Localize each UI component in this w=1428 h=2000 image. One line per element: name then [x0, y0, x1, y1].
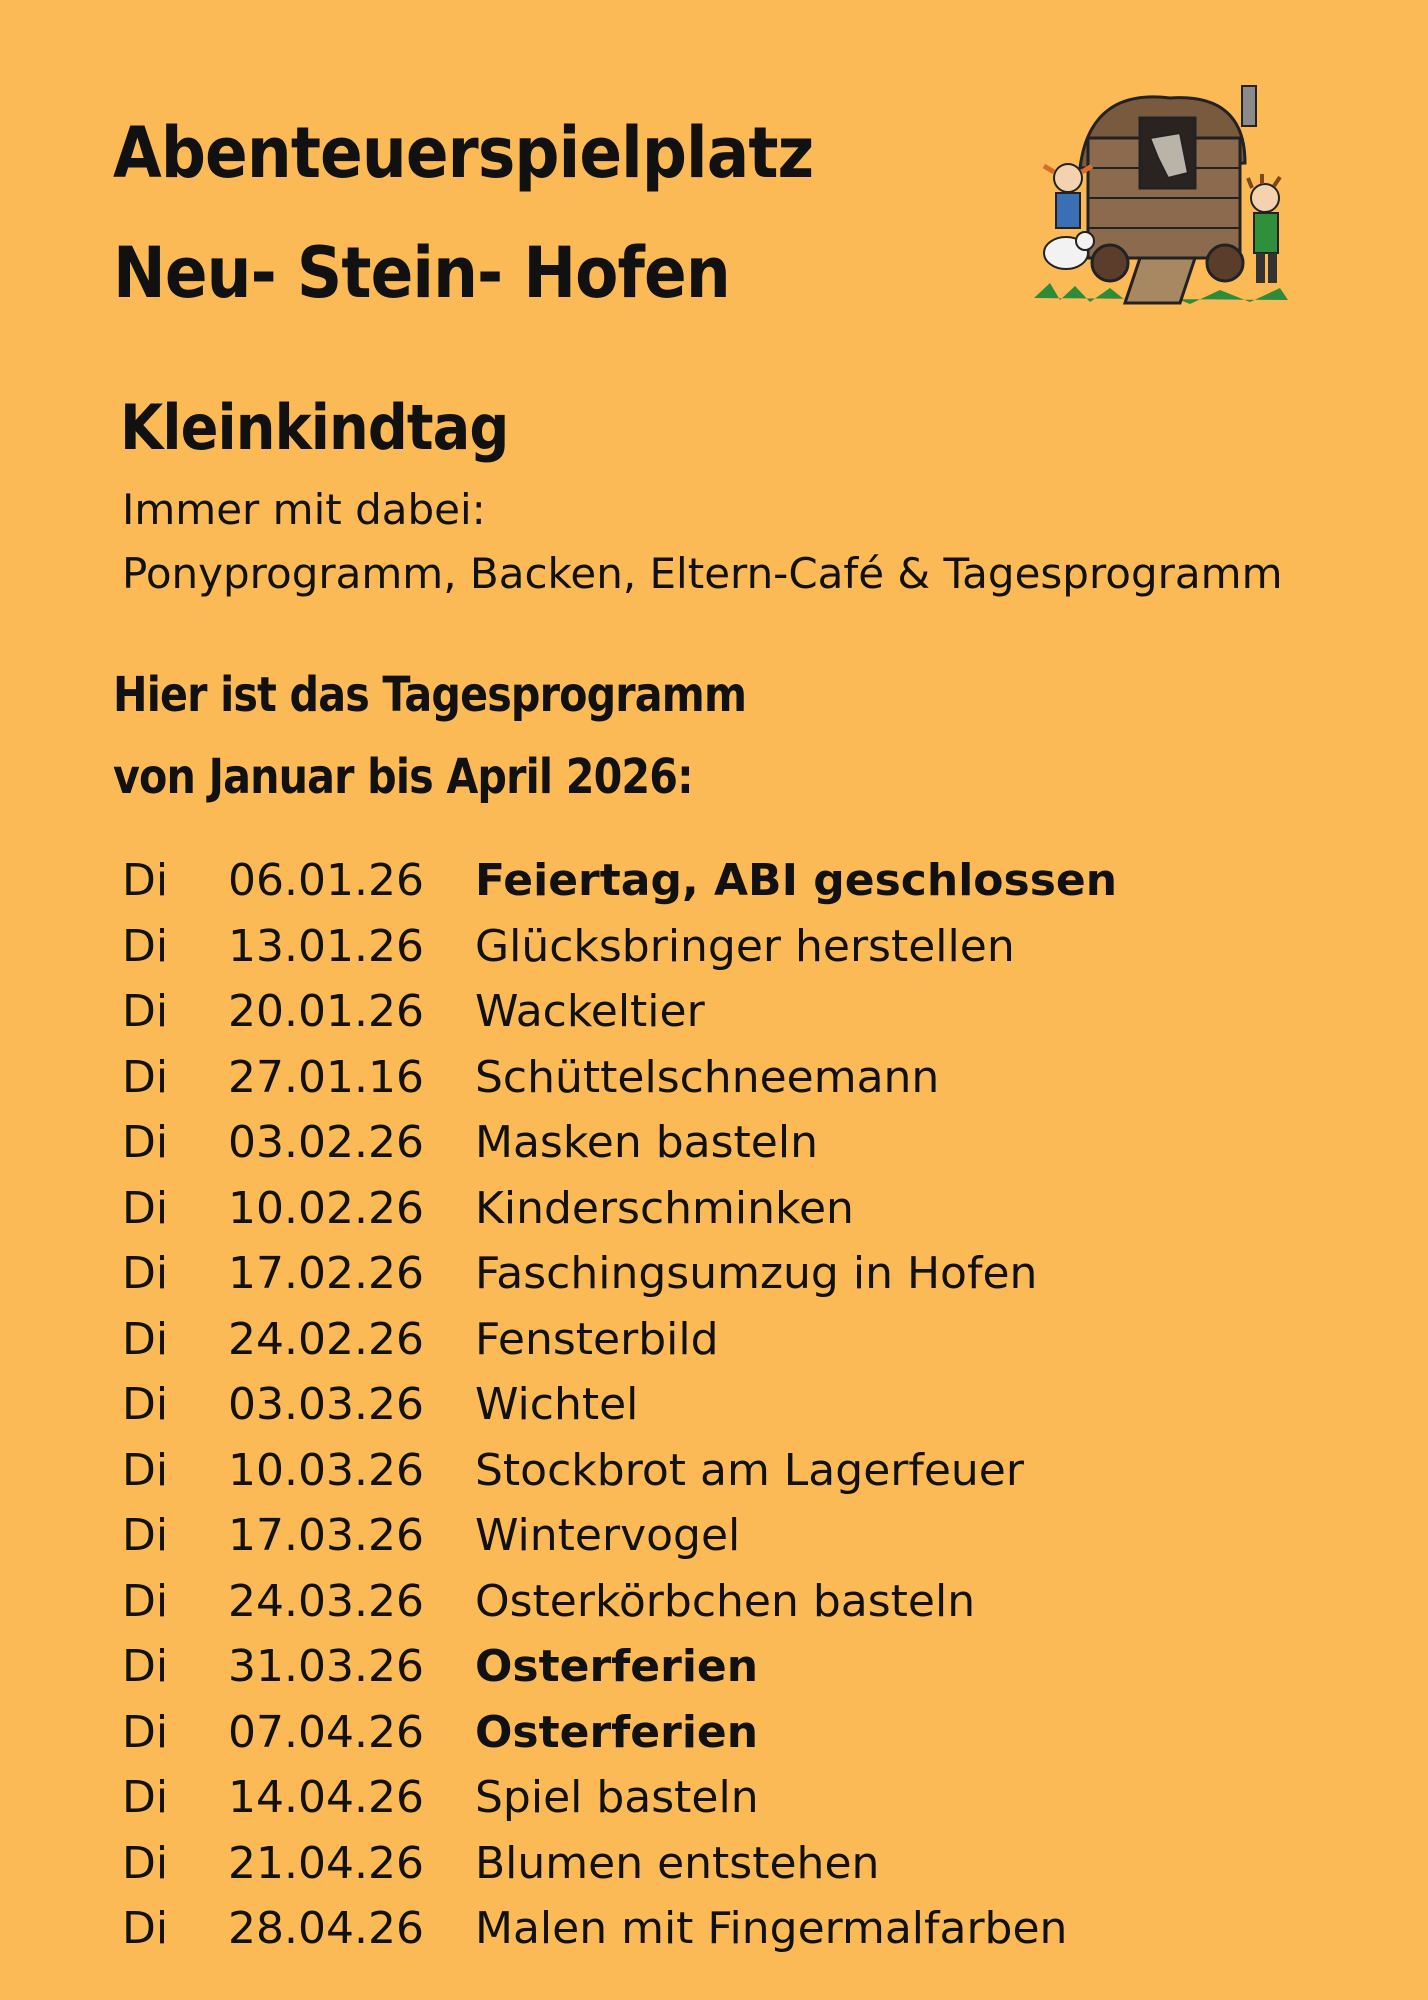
schedule-date: 10.02.26 — [228, 1182, 424, 1234]
schedule-date: 13.01.26 — [228, 920, 424, 972]
schedule-day: Di — [122, 920, 169, 972]
schedule-day: Di — [122, 1117, 169, 1168]
schedule-activity: Osterferien — [475, 1641, 759, 1692]
schedule-activity: Kinderschminken — [475, 1182, 854, 1234]
schedule-day: Di — [122, 855, 169, 906]
schedule-day: Di — [122, 1837, 169, 1889]
schedule-activity: Stockbrot am Lagerfeuer — [475, 1444, 1024, 1496]
schedule-day: Di — [122, 1182, 169, 1234]
schedule-day: Di — [122, 1510, 169, 1561]
schedule-day: Di — [122, 1903, 169, 1954]
schedule-activity: Malen mit Fingermalfarben — [475, 1903, 1068, 1954]
schedule-date: 20.01.26 — [228, 986, 424, 1037]
schedule-activity: Feiertag, ABI geschlossen — [475, 855, 1118, 906]
schedule-activity: Osterkörbchen basteln — [475, 1575, 976, 1627]
schedule-date: 10.03.26 — [228, 1444, 424, 1496]
program-heading-line2: von Januar bis April 2026: — [113, 749, 693, 805]
caravan-logo-icon — [1030, 78, 1292, 313]
schedule-date: 07.04.26 — [228, 1706, 424, 1758]
schedule-activity: Faschingsumzug in Hofen — [475, 1248, 1038, 1299]
schedule-date: 21.04.26 — [228, 1837, 424, 1889]
schedule-day: Di — [122, 1641, 169, 1692]
schedule-activity: Glücksbringer herstellen — [475, 920, 1015, 972]
always-included-items: Ponyprogramm, Backen, Eltern-Café & Tagesprogramm — [122, 549, 1283, 598]
schedule-date: 27.01.16 — [228, 1051, 424, 1103]
schedule-activity: Masken basteln — [475, 1117, 818, 1168]
schedule-day: Di — [122, 1706, 169, 1758]
schedule-day: Di — [122, 1575, 169, 1627]
schedule-date: 14.04.26 — [228, 1772, 424, 1823]
section-title: Kleinkindtag — [120, 391, 509, 464]
schedule-day: Di — [122, 1772, 169, 1823]
schedule-date: 17.03.26 — [228, 1510, 424, 1561]
schedule-date: 03.02.26 — [228, 1117, 424, 1168]
schedule-day: Di — [122, 1444, 169, 1496]
schedule-date: 17.02.26 — [228, 1248, 424, 1299]
schedule-date: 03.03.26 — [228, 1379, 424, 1430]
always-included-label: Immer mit dabei: — [122, 485, 486, 534]
page-title-line2: Neu- Stein- Hofen — [113, 232, 730, 314]
schedule-day: Di — [122, 1379, 169, 1430]
schedule-activity: Wichtel — [475, 1379, 639, 1430]
schedule-activity: Blumen entstehen — [475, 1837, 880, 1889]
schedule-day: Di — [122, 1248, 169, 1299]
schedule-date: 31.03.26 — [228, 1641, 424, 1692]
schedule-activity: Wintervogel — [475, 1510, 741, 1561]
schedule-date: 24.02.26 — [228, 1313, 424, 1365]
schedule-day: Di — [122, 1051, 169, 1103]
schedule-day: Di — [122, 1313, 169, 1365]
schedule-activity: Fensterbild — [475, 1313, 719, 1365]
schedule-day: Di — [122, 986, 169, 1037]
page-title-line1: Abenteuerspielplatz — [113, 112, 814, 194]
schedule-activity: Wackeltier — [475, 986, 705, 1037]
schedule-date: 24.03.26 — [228, 1575, 424, 1627]
schedule-activity: Spiel basteln — [475, 1772, 759, 1823]
schedule-date: 28.04.26 — [228, 1903, 424, 1954]
schedule-activity: Schüttelschneemann — [475, 1051, 940, 1103]
schedule-activity: Osterferien — [475, 1706, 759, 1758]
schedule-date: 06.01.26 — [228, 855, 424, 906]
program-heading-line1: Hier ist das Tagesprogramm — [113, 667, 747, 723]
